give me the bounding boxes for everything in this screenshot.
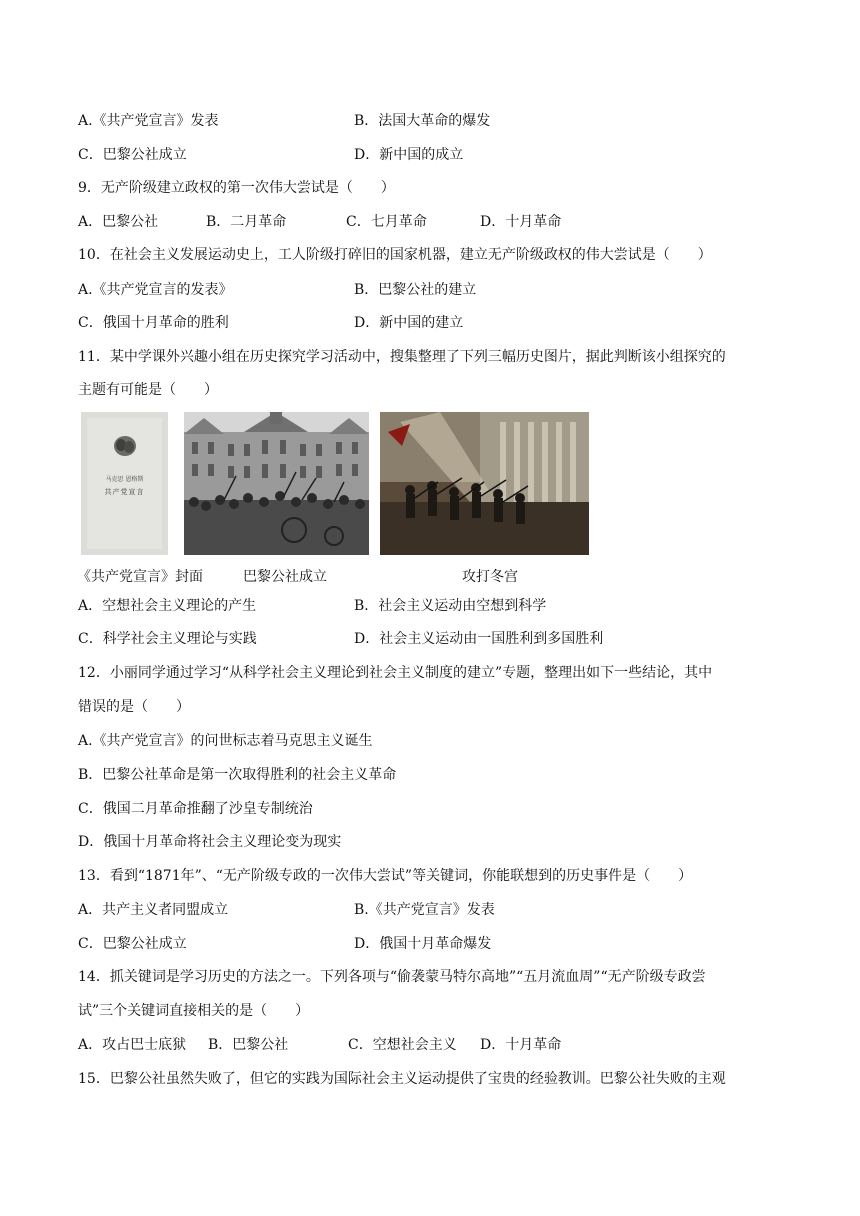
q15-stem-line1: 15．巴黎公社虽然失败了，但它的实践为国际社会主义运动提供了宝贵的经验教训。巴黎公社失败的主观: [78, 1071, 726, 1087]
winter-palace-image: [380, 412, 589, 555]
q8-option-c: C．巴黎公社成立: [78, 147, 187, 163]
q9-option-c: C．七月革命: [346, 214, 427, 230]
q9-option-a: A．巴黎公社: [78, 214, 159, 230]
caption-paris-commune: 巴黎公社成立: [243, 569, 327, 585]
caption-winter-palace: 攻打冬宫: [462, 569, 518, 585]
q12-option-b: B．巴黎公社革命是第一次取得胜利的社会主义革命: [78, 767, 397, 783]
q9-option-b: B．二月革命: [206, 214, 287, 230]
q13-option-b: B.《共产党宣言》发表: [354, 902, 495, 918]
q8-option-a: A.《共产党宣言》发表: [78, 113, 219, 129]
q14-stem-line2: 试”三个关键词直接相关的是（ ）: [78, 1003, 310, 1019]
q11-option-b: B．社会主义运动由空想到科学: [354, 598, 547, 614]
q12-option-d: D．俄国十月革命将社会主义理论变为现实: [78, 834, 342, 850]
q10-option-a: A.《共产党宣言的发表》: [78, 282, 233, 298]
q14-option-c: C．空想社会主义: [348, 1037, 457, 1053]
q13-option-d: D．俄国十月革命爆发: [354, 936, 492, 952]
manifesto-cover-image: [81, 412, 168, 555]
q14-option-d: D．十月革命: [480, 1037, 562, 1053]
q8-option-b: B．法国大革命的爆发: [354, 113, 491, 129]
q12-option-a: A.《共产党宣言》的问世标志着马克思主义诞生: [78, 733, 373, 749]
q10-option-c: C．俄国十月革命的胜利: [78, 315, 229, 331]
q10-option-d: D．新中国的建立: [354, 315, 464, 331]
q13-option-c: C．巴黎公社成立: [78, 936, 187, 952]
cover-title: 共产党宣言: [104, 488, 145, 496]
q12-stem-line2: 错误的是（ ）: [78, 699, 190, 715]
q8-option-d: D．新中国的成立: [354, 147, 464, 163]
q14-option-b: B．巴黎公社: [208, 1037, 289, 1053]
q13-option-a: A．共产主义者同盟成立: [78, 902, 229, 918]
q11-option-a: A．空想社会主义理论的产生: [78, 598, 257, 614]
q13-stem: 13．看到“1871年”、“无产阶级专政的一次伟大尝试”等关键词，你能联想到的历史事件是（ ）: [78, 868, 693, 884]
q10-option-b: B．巴黎公社的建立: [354, 282, 477, 298]
q14-option-a: A．攻占巴士底狱: [78, 1037, 187, 1053]
q11-stem-line2: 主题有可能是（ ）: [78, 382, 218, 398]
q9-option-d: D．十月革命: [480, 214, 562, 230]
q9-stem: 9．无产阶级建立政权的第一次伟大尝试是（ ）: [78, 180, 395, 196]
q11-option-c: C．科学社会主义理论与实践: [78, 631, 257, 647]
q11-stem-line1: 11．某中学课外兴趣小组在历史探究学习活动中，搜集整理了下列三幅历史图片，据此判断该小组探究的: [78, 349, 726, 365]
q10-stem: 10．在社会主义发展运动史上，工人阶级打碎旧的国家机器，建立无产阶级政权的伟大尝试是（ ）: [78, 247, 712, 263]
paris-commune-image: [184, 412, 369, 555]
cover-author: 马克思 恩格斯: [105, 476, 144, 483]
q11-option-d: D．社会主义运动由一国胜利到多国胜利: [354, 631, 604, 647]
q12-stem-line1: 12．小丽同学通过学习“从科学社会主义理论到社会主义制度的建立”专题，整理出如下一些结论，其中: [78, 665, 713, 681]
q12-option-c: C．俄国二月革命推翻了沙皇专制统治: [78, 801, 313, 817]
q14-stem-line1: 14．抓关键词是学习历史的方法之一。下列各项与“偷袭蒙马特尔高地”“五月流血周”“无产阶级专政尝: [78, 969, 706, 985]
caption-manifesto: 《共产党宣言》封面: [77, 569, 203, 585]
